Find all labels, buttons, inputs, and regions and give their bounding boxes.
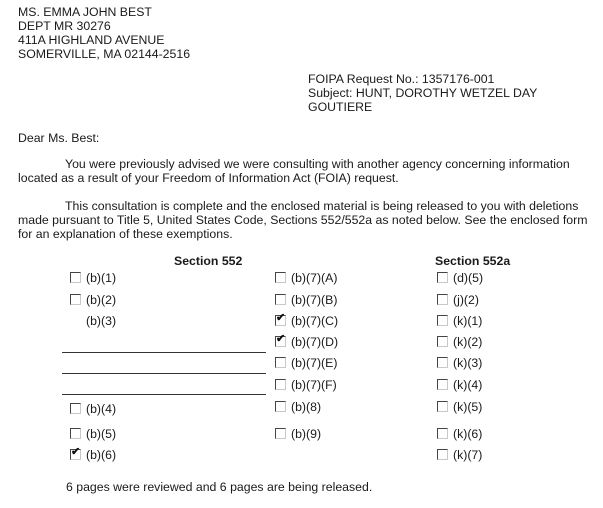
request-number: FOIPA Request No.: 1357176-001 xyxy=(308,72,495,86)
exemption-b7c[interactable] xyxy=(275,314,338,328)
request-info xyxy=(308,72,537,114)
checkbox[interactable] xyxy=(437,428,448,439)
b3-statute-line xyxy=(62,373,266,374)
exemption-k3[interactable] xyxy=(437,356,482,370)
exemption-d5[interactable] xyxy=(437,271,483,285)
exemption-b7d[interactable] xyxy=(275,335,338,349)
exemption-label: (k)(4) xyxy=(453,378,483,392)
exemption-b8[interactable] xyxy=(275,400,321,414)
checkbox[interactable] xyxy=(275,428,286,439)
paragraph-line: You were previously advised we were consulting with another agency concerning information xyxy=(65,157,570,171)
exemption-k6[interactable] xyxy=(437,427,482,441)
exemption-b7e[interactable] xyxy=(275,356,337,370)
address-line: 411A HIGHLAND AVENUE xyxy=(18,33,165,47)
exemption-label: (b)(7)(A) xyxy=(291,271,338,285)
checkbox[interactable] xyxy=(437,401,448,412)
exemption-k5[interactable] xyxy=(437,400,482,414)
exemption-b9[interactable] xyxy=(275,427,321,441)
paragraph-line: for an explanation of these exemptions. xyxy=(18,227,233,241)
checkbox[interactable] xyxy=(275,379,286,390)
checkbox[interactable] xyxy=(437,449,448,460)
exemption-b4[interactable] xyxy=(70,402,116,416)
checkbox[interactable] xyxy=(437,315,448,326)
exemption-b6[interactable] xyxy=(70,448,116,462)
section-552-heading: Section 552 xyxy=(174,254,243,268)
exemption-b1[interactable] xyxy=(70,271,116,285)
b3-statute-line xyxy=(62,352,266,353)
exemption-label: (k)(6) xyxy=(453,427,483,441)
exemption-k2[interactable] xyxy=(437,335,482,349)
checkbox[interactable] xyxy=(70,294,81,305)
exemption-k1[interactable] xyxy=(437,314,482,328)
exemption-label: (b)(9) xyxy=(291,427,322,441)
checkbox[interactable] xyxy=(275,272,286,283)
checkbox[interactable] xyxy=(275,333,286,347)
exemption-label: (b)(3) xyxy=(86,314,117,328)
checkbox[interactable] xyxy=(437,272,448,283)
exemption-label: (k)(5) xyxy=(453,400,483,414)
checkbox[interactable] xyxy=(70,272,81,283)
paragraph-line: located as a result of your Freedom of Information Act (FOIA) request. xyxy=(18,171,399,185)
exemption-b3 xyxy=(86,314,116,328)
exemption-label: (b)(5) xyxy=(86,427,117,441)
address-line: MS. EMMA JOHN BEST xyxy=(18,5,152,19)
checkbox[interactable] xyxy=(70,446,81,460)
exemption-label: (b)(4) xyxy=(86,402,117,416)
exemption-label: (k)(7) xyxy=(453,448,483,462)
checkbox[interactable] xyxy=(275,401,286,412)
exemption-label: (k)(3) xyxy=(453,356,483,370)
recipient-address xyxy=(18,5,190,61)
request-subject-continued: GOUTIERE xyxy=(308,100,373,114)
exemption-j2[interactable] xyxy=(437,293,479,307)
exemption-label: (b)(7)(D) xyxy=(291,335,339,349)
check-mark-icon: ✔ xyxy=(276,312,286,324)
checkbox[interactable] xyxy=(437,357,448,368)
exemption-b2[interactable] xyxy=(70,293,116,307)
exemption-label: (b)(6) xyxy=(86,448,117,462)
exemption-label: (j)(2) xyxy=(453,293,479,307)
checkbox[interactable] xyxy=(275,294,286,305)
exemption-label: (b)(8) xyxy=(291,400,322,414)
checkbox[interactable] xyxy=(70,428,81,439)
paragraph-line: This consultation is complete and the enclosed material is being released to you with deletions xyxy=(65,199,579,213)
checkbox[interactable] xyxy=(437,379,448,390)
exemption-b7a[interactable] xyxy=(275,271,337,285)
address-line: SOMERVILLE, MA 02144-2516 xyxy=(18,47,191,61)
paragraph-release xyxy=(18,199,598,241)
check-mark-icon: ✔ xyxy=(276,333,286,345)
paragraph-consulting xyxy=(18,157,598,185)
checkbox[interactable] xyxy=(437,294,448,305)
exemption-label: (b)(7)(C) xyxy=(291,314,339,328)
exemption-label: (b)(7)(E) xyxy=(291,356,338,370)
b3-statute-line xyxy=(62,394,266,395)
checkbox[interactable] xyxy=(275,357,286,368)
exemption-label: (b)(7)(F) xyxy=(291,378,337,392)
greeting: Dear Ms. Best: xyxy=(18,131,100,145)
exemption-label: (b)(7)(B) xyxy=(291,293,338,307)
section-552a-heading: Section 552a xyxy=(435,254,511,268)
page-count-summary: 6 pages were reviewed and 6 pages are being released. xyxy=(66,480,373,494)
exemption-b7b[interactable] xyxy=(275,293,337,307)
check-mark-icon: ✔ xyxy=(71,446,81,458)
checkbox[interactable] xyxy=(275,312,286,326)
exemption-label: (b)(2) xyxy=(86,293,117,307)
address-line: DEPT MR 30276 xyxy=(18,19,111,33)
exemption-label: (k)(1) xyxy=(453,314,483,328)
checkbox[interactable] xyxy=(437,336,448,347)
exemption-k4[interactable] xyxy=(437,378,482,392)
exemption-b7f[interactable] xyxy=(275,378,337,392)
exemption-label: (d)(5) xyxy=(453,271,484,285)
exemption-k7[interactable] xyxy=(437,448,482,462)
exemption-b5[interactable] xyxy=(70,427,116,441)
exemption-label: (k)(2) xyxy=(453,335,483,349)
checkbox[interactable] xyxy=(70,403,81,414)
paragraph-line: made pursuant to Title 5, United States Code, Sections 552/552a as noted below. See the enclosed form xyxy=(18,213,588,227)
exemption-label: (b)(1) xyxy=(86,271,117,285)
request-subject: Subject: HUNT, DOROTHY WETZEL DAY xyxy=(308,86,538,100)
